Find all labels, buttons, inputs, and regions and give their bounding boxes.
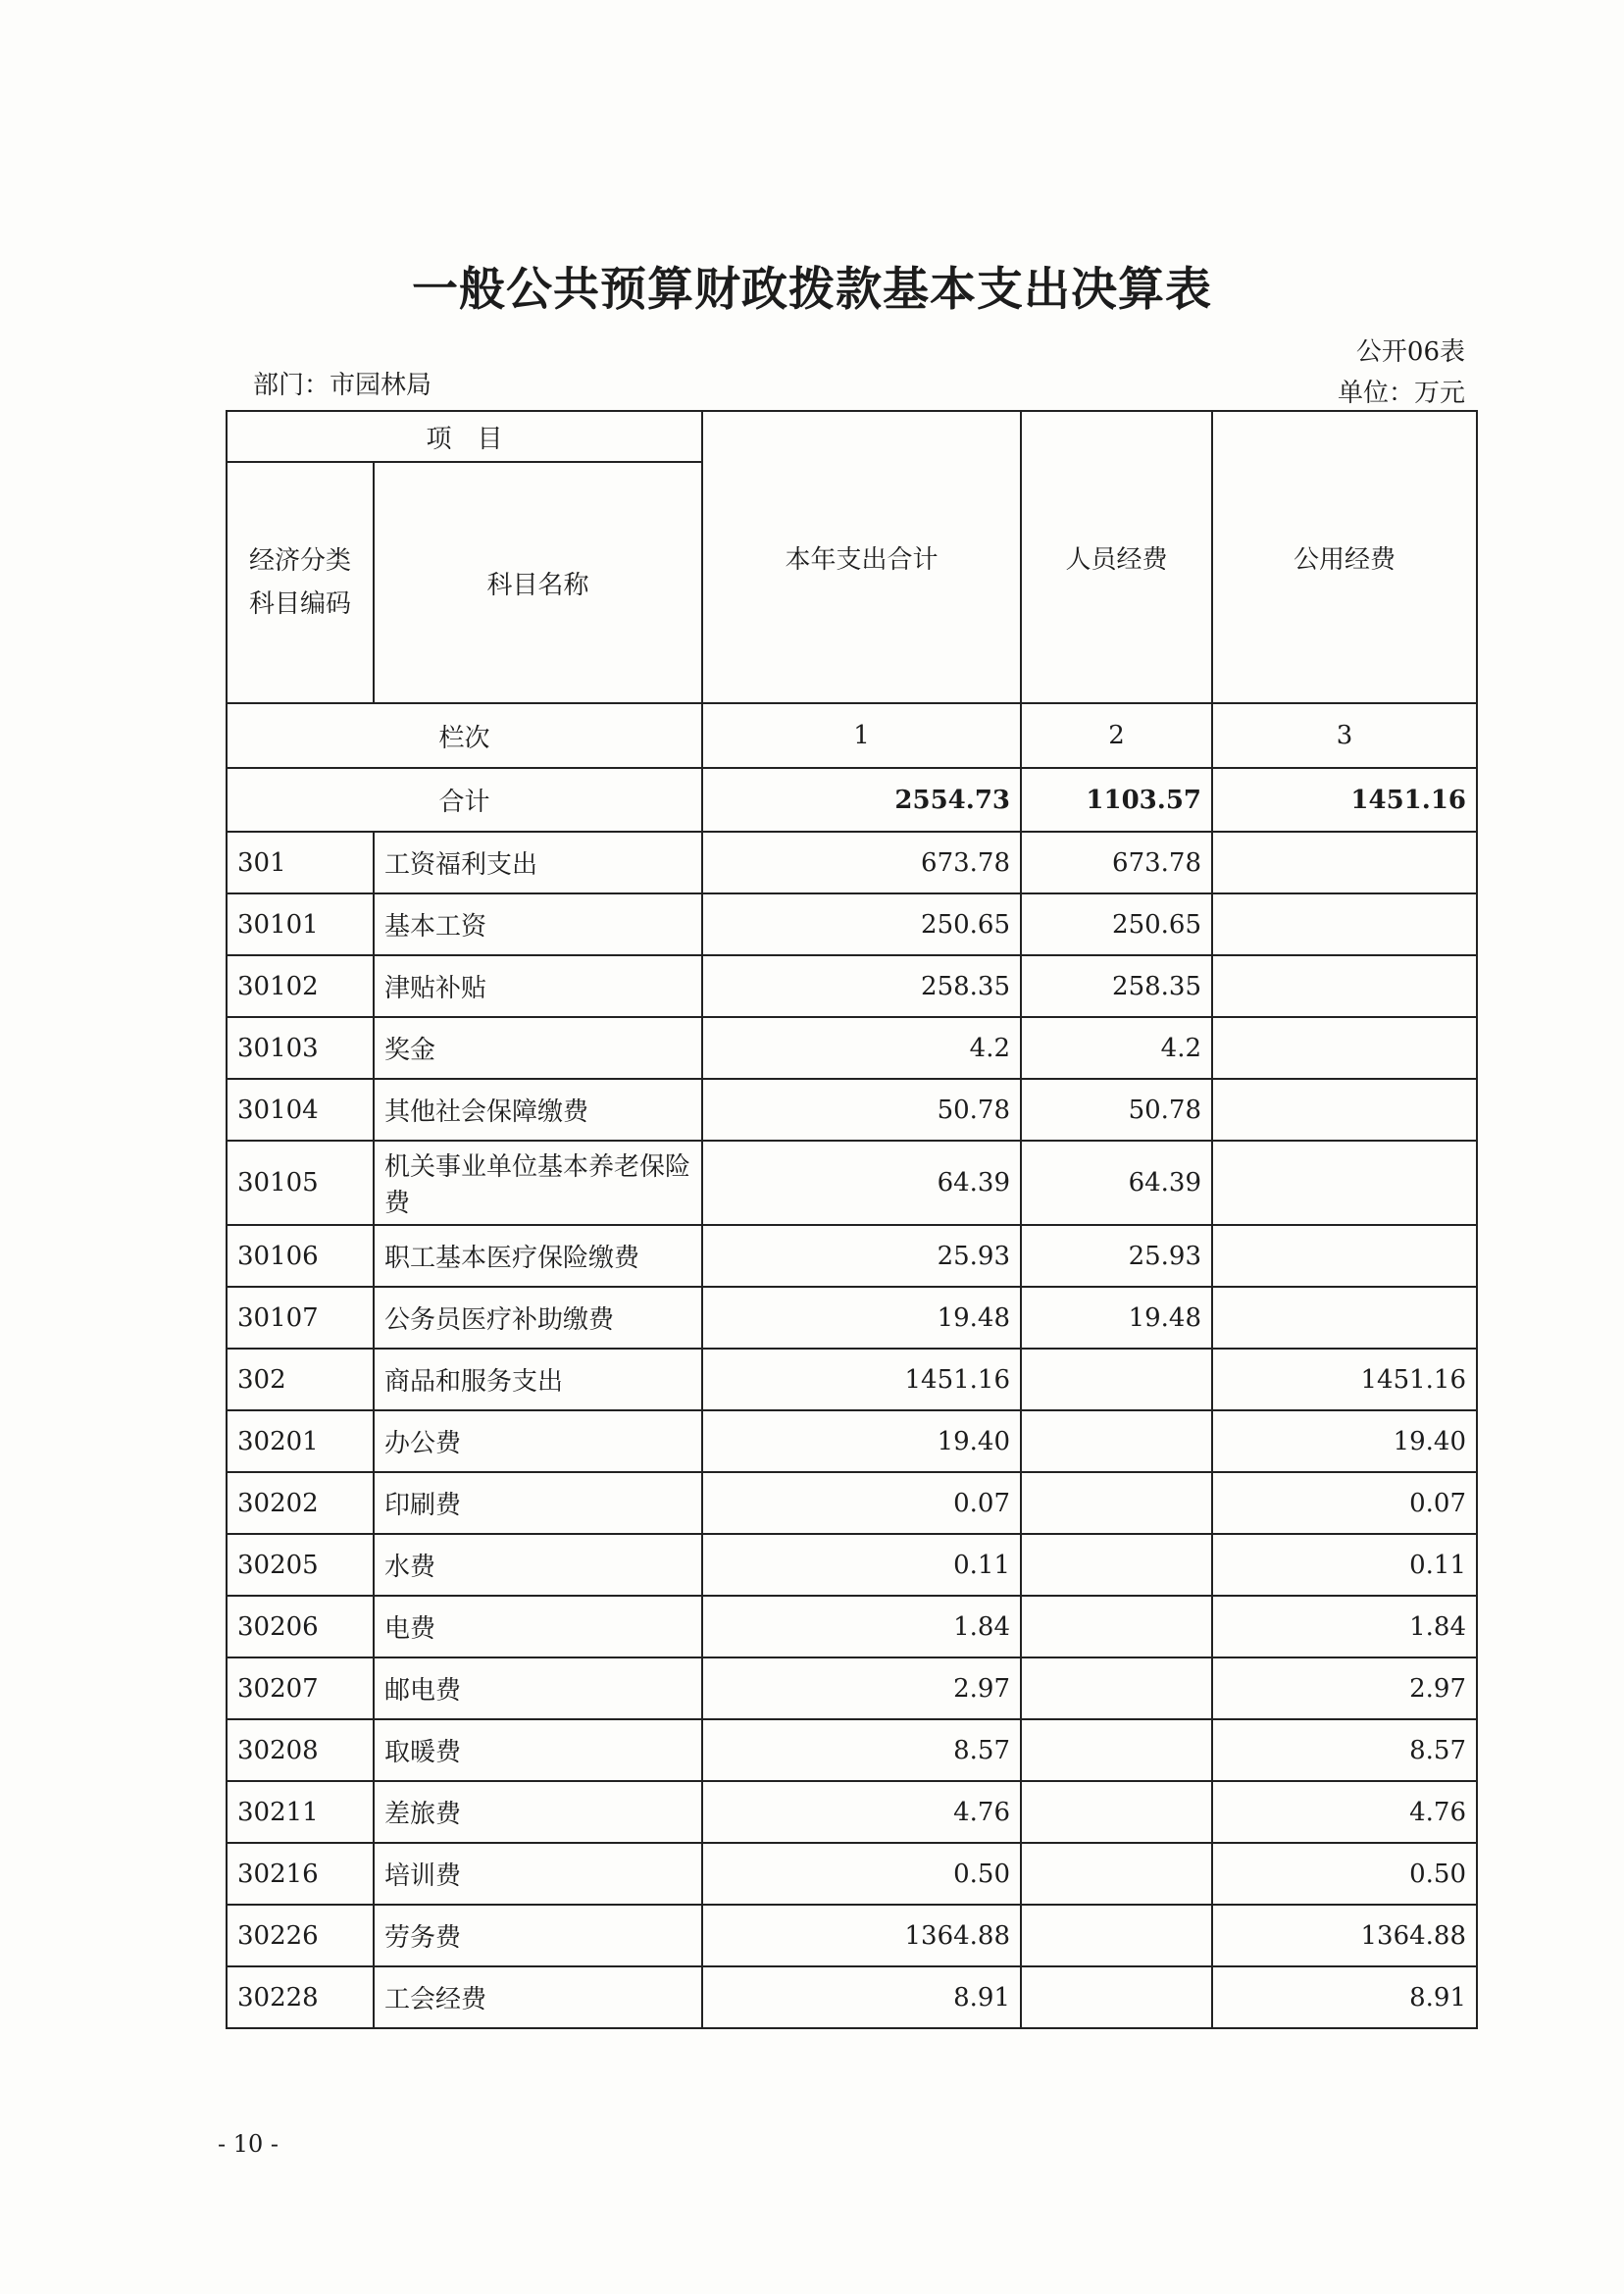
header-item: 项 目: [227, 411, 702, 462]
total-label: 合计: [227, 768, 702, 832]
row-public: [1212, 893, 1477, 955]
table-row: [227, 955, 1477, 1017]
row-name: 办公费: [374, 1410, 702, 1472]
row-personnel: [1021, 1410, 1212, 1472]
department-label: 部门：市园林局: [253, 371, 432, 400]
table-row: [227, 1534, 1477, 1596]
page-title: 一般公共预算财政拨款基本支出决算表: [412, 263, 1212, 317]
row-public: 0.50: [1212, 1843, 1477, 1905]
row-personnel: [1021, 1966, 1212, 2028]
row-total: 0.11: [702, 1534, 1021, 1596]
row-total: 673.78: [702, 832, 1021, 893]
row-name: 取暖费: [374, 1719, 702, 1781]
row-name: 邮电费: [374, 1657, 702, 1719]
row-personnel: [1021, 1472, 1212, 1534]
row-total: 8.57: [702, 1719, 1021, 1781]
row-total: 0.50: [702, 1843, 1021, 1905]
header-name: 科目名称: [374, 462, 702, 703]
row-public: 4.76: [1212, 1781, 1477, 1843]
row-total: 2.97: [702, 1657, 1021, 1719]
row-total: 1364.88: [702, 1905, 1021, 1966]
row-public: [1212, 832, 1477, 893]
row-personnel: 64.39: [1021, 1141, 1212, 1225]
row-total: 64.39: [702, 1141, 1021, 1225]
row-code: 30102: [227, 955, 374, 1017]
row-total: 4.76: [702, 1781, 1021, 1843]
row-personnel: 673.78: [1021, 832, 1212, 893]
row-total: 19.48: [702, 1287, 1021, 1349]
row-name: 商品和服务支出: [374, 1349, 702, 1410]
row-code: 30208: [227, 1719, 374, 1781]
row-personnel: 50.78: [1021, 1079, 1212, 1141]
row-code: 30216: [227, 1843, 374, 1905]
row-total: 0.07: [702, 1472, 1021, 1534]
unit-label: 单位：万元: [1337, 379, 1465, 408]
row-code: 30201: [227, 1410, 374, 1472]
row-total: 1.84: [702, 1596, 1021, 1657]
row-public: 8.91: [1212, 1966, 1477, 2028]
total-public: 1451.16: [1212, 768, 1477, 832]
table-row: [227, 832, 1477, 893]
row-personnel: 258.35: [1021, 955, 1212, 1017]
row-code: 30206: [227, 1596, 374, 1657]
row-code: 30211: [227, 1781, 374, 1843]
table-row: [227, 1287, 1477, 1349]
row-name: 工资福利支出: [374, 832, 702, 893]
row-public: 1451.16: [1212, 1349, 1477, 1410]
row-code: 30226: [227, 1905, 374, 1966]
row-name: 基本工资: [374, 893, 702, 955]
row-personnel: 4.2: [1021, 1017, 1212, 1079]
row-code: 30104: [227, 1079, 374, 1141]
row-personnel: 19.48: [1021, 1287, 1212, 1349]
row-total: 1451.16: [702, 1349, 1021, 1410]
row-name: 其他社会保障缴费: [374, 1079, 702, 1141]
row-name: 奖金: [374, 1017, 702, 1079]
row-code: 30101: [227, 893, 374, 955]
row-code: 30207: [227, 1657, 374, 1719]
column-index-1: 1: [702, 703, 1021, 768]
row-personnel: [1021, 1534, 1212, 1596]
row-personnel: [1021, 1596, 1212, 1657]
row-name: 劳务费: [374, 1905, 702, 1966]
column-index-2: 2: [1021, 703, 1212, 768]
table-row: [227, 1781, 1477, 1843]
row-total: 8.91: [702, 1966, 1021, 2028]
row-personnel: [1021, 1657, 1212, 1719]
column-index-3: 3: [1212, 703, 1477, 768]
expenditure-table: [226, 410, 1478, 2029]
row-public: [1212, 1017, 1477, 1079]
table-row: [227, 1843, 1477, 1905]
row-name: 公务员医疗补助缴费: [374, 1287, 702, 1349]
row-code: 301: [227, 832, 374, 893]
table-row: [227, 1966, 1477, 2028]
row-personnel: [1021, 1349, 1212, 1410]
header-public: 公用经费: [1212, 411, 1477, 703]
row-public: [1212, 1141, 1477, 1225]
row-name: 工会经费: [374, 1966, 702, 2028]
table-row: [227, 1141, 1477, 1225]
row-public: 1.84: [1212, 1596, 1477, 1657]
row-public: 19.40: [1212, 1410, 1477, 1472]
row-personnel: [1021, 1905, 1212, 1966]
row-total: 4.2: [702, 1017, 1021, 1079]
header-total: 本年支出合计: [702, 411, 1021, 703]
row-personnel: [1021, 1719, 1212, 1781]
row-code: 302: [227, 1349, 374, 1410]
table-row: [227, 1225, 1477, 1287]
row-code: 30107: [227, 1287, 374, 1349]
table-row: [227, 1472, 1477, 1534]
table-row: [227, 1905, 1477, 1966]
table-row: [227, 1349, 1477, 1410]
page-number: - 10 -: [218, 2130, 279, 2158]
row-public: 0.11: [1212, 1534, 1477, 1596]
row-public: [1212, 1079, 1477, 1141]
table-row: [227, 1079, 1477, 1141]
row-code: 30105: [227, 1141, 374, 1225]
row-public: [1212, 1225, 1477, 1287]
total-personnel: 1103.57: [1021, 768, 1212, 832]
row-name: 津贴补贴: [374, 955, 702, 1017]
table-row: [227, 1410, 1477, 1472]
row-public: [1212, 955, 1477, 1017]
total-amount: 2554.73: [702, 768, 1021, 832]
row-total: 25.93: [702, 1225, 1021, 1287]
row-personnel: [1021, 1781, 1212, 1843]
table-row: [227, 1719, 1477, 1781]
row-personnel: 250.65: [1021, 893, 1212, 955]
row-code: 30103: [227, 1017, 374, 1079]
row-public: 1364.88: [1212, 1905, 1477, 1966]
header-personnel: 人员经费: [1021, 411, 1212, 703]
table-row: [227, 893, 1477, 955]
row-public: 0.07: [1212, 1472, 1477, 1534]
row-name: 培训费: [374, 1843, 702, 1905]
row-name: 印刷费: [374, 1472, 702, 1534]
row-code: 30202: [227, 1472, 374, 1534]
row-code: 30228: [227, 1966, 374, 2028]
row-name: 差旅费: [374, 1781, 702, 1843]
table-row: [227, 1017, 1477, 1079]
form-number: 公开06表: [1355, 337, 1465, 367]
row-total: 50.78: [702, 1079, 1021, 1141]
row-public: [1212, 1287, 1477, 1349]
total-row: [227, 768, 1477, 832]
header-code: 经济分类科目编码: [227, 462, 374, 703]
row-name: 职工基本医疗保险缴费: [374, 1225, 702, 1287]
row-name: 机关事业单位基本养老保险费: [374, 1141, 702, 1225]
row-public: 2.97: [1212, 1657, 1477, 1719]
row-name: 电费: [374, 1596, 702, 1657]
table-row: [227, 1657, 1477, 1719]
row-code: 30205: [227, 1534, 374, 1596]
row-code: 30106: [227, 1225, 374, 1287]
row-total: 19.40: [702, 1410, 1021, 1472]
row-personnel: 25.93: [1021, 1225, 1212, 1287]
row-personnel: [1021, 1843, 1212, 1905]
row-total: 250.65: [702, 893, 1021, 955]
row-name: 水费: [374, 1534, 702, 1596]
table-row: [227, 1596, 1477, 1657]
row-public: 8.57: [1212, 1719, 1477, 1781]
column-index-label: 栏次: [227, 703, 702, 768]
row-total: 258.35: [702, 955, 1021, 1017]
